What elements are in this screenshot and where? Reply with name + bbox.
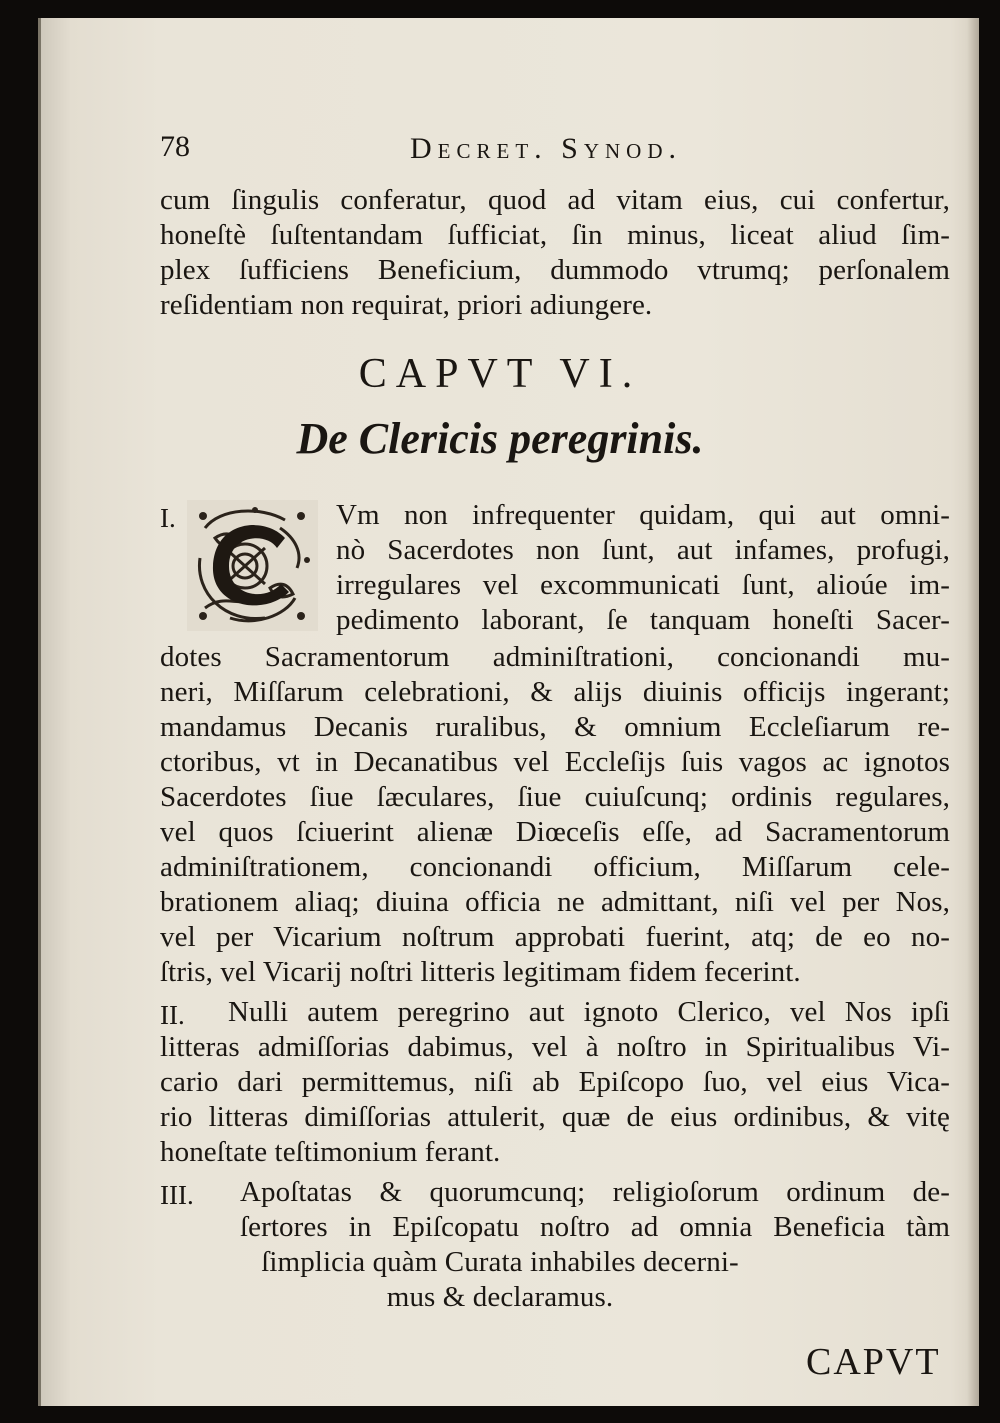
text-line: plex ſufficiens Beneficium, dummodo vtrumq; perſonalem <box>160 254 950 286</box>
text-line: neri, Miſſarum celebrationi, & alijs diuinis officijs ingerant; <box>160 676 950 708</box>
text-line: honeſtate teſtimonium ferant. <box>160 1136 501 1168</box>
catchword: CAPVT <box>806 1341 941 1383</box>
text-line: brationem aliaq; diuina officia ne admittant, niſi vel per Nos, <box>160 886 950 918</box>
section-number: III. <box>160 1180 194 1210</box>
text-line: reſidentiam non requirat, priori adiungere. <box>160 289 653 321</box>
text-line: vel quos ſciuerint alienæ Diœceſis eſſe, ad Sacramentorum <box>160 816 950 848</box>
text-line: Sacerdotes ſiue ſæculares, ſiue cuiuſcunq; ordinis regulares, <box>160 781 950 813</box>
text-line: honeſtè ſuſtentandam ſufficiat, ſin minus, liceat aliud ſim- <box>160 219 950 251</box>
section-number: II. <box>160 1000 185 1030</box>
text-line: Apoſtatas & quorumcunq; religioſorum ordinum de- <box>240 1176 950 1208</box>
text-line: ſertores in Epiſcopatu noſtro ad omnia Beneficia tàm <box>240 1211 950 1243</box>
section-number: I. <box>160 503 176 533</box>
text-line: cum ſingulis conferatur, quod ad vitam eius, cui confertur, <box>160 184 950 216</box>
text-line: ſimplicia quàm Curata inhabiles decerni- <box>261 1246 739 1278</box>
text-line: ſtris, vel Vicarij noſtri litteris legitimam fidem fecerint. <box>160 956 801 988</box>
text-line: pedimento laborant, ſe tanquam honeſti Sacer- <box>336 604 950 636</box>
text-line: litteras admiſſorias dabimus, vel à noſtro in Spiritualibus Vi- <box>160 1031 950 1063</box>
text-line: irregulares vel excommunicati ſunt, alioúe im- <box>336 569 950 601</box>
text-line: nò Sacerdotes non ſunt, aut infames, profugi, <box>336 534 950 566</box>
chapter-heading: CAPVT VI. <box>358 351 642 397</box>
text-line: adminiſtrationem, concionandi officium, Miſſarum cele- <box>160 851 950 883</box>
chapter-subtitle: De Clericis peregrinis. <box>296 414 704 463</box>
text-line: rio litteras dimiſſorias attulerit, quæ de eius ordinibus, & vitę <box>160 1101 950 1133</box>
text-line: vel per Vicarium noſtrum approbati fuerint, atq; de eo no- <box>160 921 950 953</box>
ornamental-initial <box>185 498 320 633</box>
page-number: 78 <box>160 130 190 163</box>
text-line: mus & declaramus. <box>386 1281 614 1313</box>
text-line: Vm non infrequenter quidam, qui aut omni- <box>336 499 950 531</box>
text-line: cario dari permittemus, niſi ab Epiſcopo ſuo, vel eius Vica- <box>160 1066 950 1098</box>
running-head: Decret. Synod. <box>410 132 683 165</box>
text-line: dotes Sacramentorum adminiſtrationi, concionandi mu- <box>160 641 950 673</box>
text-line: mandamus Decanis ruralibus, & omnium Eccleſiarum re- <box>160 711 950 743</box>
text-line: Nulli autem peregrino aut ignoto Clerico, vel Nos ipſi <box>228 996 950 1028</box>
text-line: ctoribus, vt in Decanatibus vel Eccleſijs ſuis vagos ac ignotos <box>160 746 950 778</box>
